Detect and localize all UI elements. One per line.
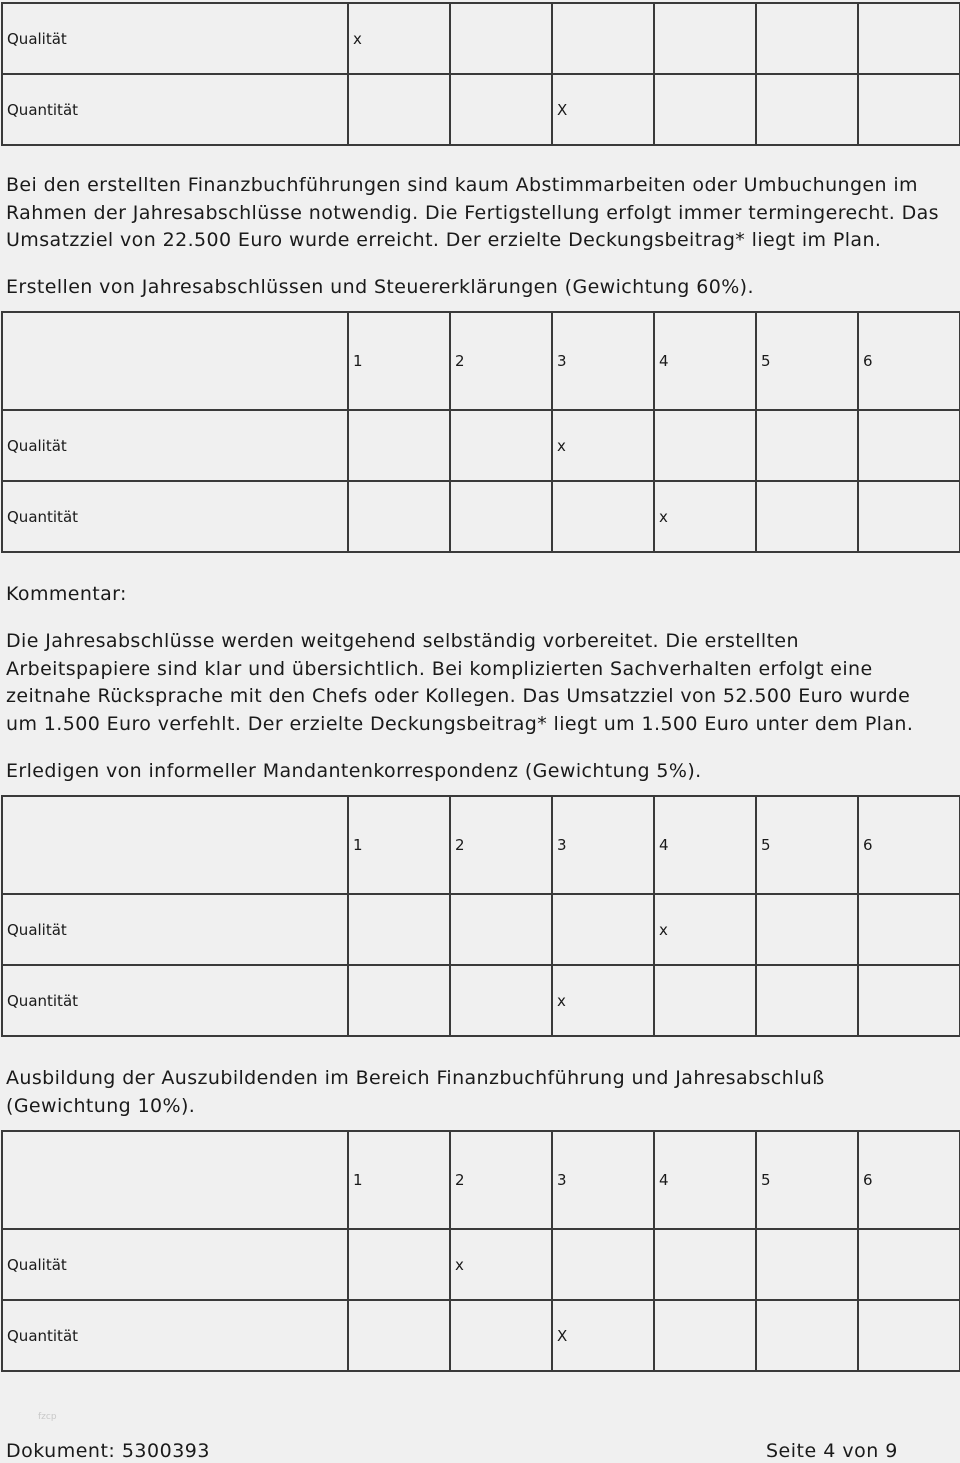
rating-table-3 <box>1 1130 960 1372</box>
page-number: Seite 4 von 9 <box>766 1440 898 1462</box>
grade-header: 5 <box>756 312 858 410</box>
rating-cell <box>348 74 450 145</box>
rating-cell <box>858 1229 960 1300</box>
rating-cell <box>348 965 450 1036</box>
grade-header: 3 <box>552 312 654 410</box>
grade-header: 6 <box>858 312 960 410</box>
paragraph-line: Umsatzziel von 22.500 Euro wurde erreicht. Der erzielte Deckungsbeitrag* liegt im Plan. <box>6 229 882 251</box>
rating-cell <box>552 3 654 74</box>
rating-cell <box>858 894 960 965</box>
rating-cell <box>858 74 960 145</box>
rating-cell <box>450 74 552 145</box>
rating-cell <box>654 1300 756 1371</box>
task-heading <box>6 1065 951 1120</box>
rating-cell <box>348 410 450 481</box>
grade-header: 3 <box>552 1131 654 1229</box>
rating-cell <box>756 481 858 552</box>
rating-cell: x <box>552 965 654 1036</box>
grade-header: 4 <box>654 312 756 410</box>
grade-header: 5 <box>756 796 858 894</box>
row-label: Quantität <box>2 481 348 552</box>
rating-cell <box>450 1300 552 1371</box>
paragraph-line: zeitnahe Rücksprache mit den Chefs oder Kollegen. Das Umsatzziel von 52.500 Euro wurde <box>6 685 911 707</box>
rating-cell <box>858 3 960 74</box>
grade-header: 6 <box>858 1131 960 1229</box>
task-heading: Erledigen von informeller Mandantenkorrespondenz (Gewichtung 5%). <box>6 760 702 782</box>
rating-table-0 <box>1 2 960 146</box>
grade-header: 4 <box>654 796 756 894</box>
faint-stamp: fzcp <box>38 1412 57 1422</box>
rating-cell <box>756 410 858 481</box>
table-row <box>2 3 960 74</box>
table-row <box>2 965 960 1036</box>
row-label: Qualität <box>2 410 348 481</box>
table-header-row <box>2 312 960 410</box>
rating-cell: x <box>654 481 756 552</box>
row-label: Quantität <box>2 965 348 1036</box>
paragraph-line: Arbeitspapiere sind klar und übersichtlich. Bei komplizierten Sachverhalten erfolgt eine <box>6 657 873 680</box>
rating-cell <box>756 894 858 965</box>
rating-cell <box>450 3 552 74</box>
table-row <box>2 481 960 552</box>
rating-cell <box>450 410 552 481</box>
row-label: Qualität <box>2 894 348 965</box>
rating-cell: x <box>348 3 450 74</box>
grade-header: 2 <box>450 312 552 410</box>
rating-cell <box>450 481 552 552</box>
rating-cell <box>654 3 756 74</box>
rating-cell <box>756 965 858 1036</box>
grade-header: 6 <box>858 796 960 894</box>
row-label: Qualität <box>2 3 348 74</box>
grade-header: 2 <box>450 796 552 894</box>
grade-header: 1 <box>348 1131 450 1229</box>
rating-cell <box>858 410 960 481</box>
rating-cell <box>756 3 858 74</box>
header-blank <box>2 796 348 894</box>
table-row <box>2 1229 960 1300</box>
header-blank <box>2 312 348 410</box>
rating-cell <box>756 1229 858 1300</box>
grade-header: 2 <box>450 1131 552 1229</box>
rating-cell <box>348 481 450 552</box>
rating-cell <box>348 1300 450 1371</box>
grade-header: 3 <box>552 796 654 894</box>
rating-cell <box>756 74 858 145</box>
row-label: Qualität <box>2 1229 348 1300</box>
row-label: Quantität <box>2 74 348 145</box>
rating-cell: X <box>552 1300 654 1371</box>
rating-cell <box>654 74 756 145</box>
rating-cell <box>552 481 654 552</box>
rating-cell <box>654 965 756 1036</box>
header-blank <box>2 1131 348 1229</box>
rating-cell <box>552 894 654 965</box>
rating-cell <box>756 1300 858 1371</box>
rating-cell <box>552 1229 654 1300</box>
assessment-paragraph <box>6 172 951 255</box>
table-header-row <box>2 1131 960 1229</box>
rating-cell: x <box>654 894 756 965</box>
rating-table-1 <box>1 311 960 553</box>
rating-table-2 <box>1 795 960 1037</box>
paragraph-line: Rahmen der Jahresabschlüsse notwendig. Die Fertigstellung erfolgt immer termingerecht. Das <box>6 201 939 224</box>
comment-label: Kommentar: <box>6 583 127 605</box>
paragraph-line: um 1.500 Euro verfehlt. Der erzielte Deckungsbeitrag* liegt um 1.500 Euro unter dem Plan. <box>6 712 914 735</box>
rating-cell: X <box>552 74 654 145</box>
rating-cell <box>348 894 450 965</box>
grade-header: 1 <box>348 796 450 894</box>
paragraph-line: Die Jahresabschlüsse werden weitgehend selbständig vorbereitet. Die erstellten <box>6 630 799 652</box>
document-number: Dokument: 5300393 <box>6 1440 210 1462</box>
rating-cell <box>348 1229 450 1300</box>
rating-cell <box>450 965 552 1036</box>
rating-cell: x <box>552 410 654 481</box>
heading-line: (Gewichtung 10%). <box>6 1094 196 1117</box>
table-row <box>2 410 960 481</box>
rating-cell <box>654 1229 756 1300</box>
grade-header: 4 <box>654 1131 756 1229</box>
rating-cell <box>450 894 552 965</box>
rating-cell <box>858 481 960 552</box>
row-label: Quantität <box>2 1300 348 1371</box>
paragraph-line: Bei den erstellten Finanzbuchführungen sind kaum Abstimmarbeiten oder Umbuchungen im <box>6 174 918 196</box>
task-heading: Erstellen von Jahresabschlüssen und Steuererklärungen (Gewichtung 60%). <box>6 276 754 298</box>
rating-cell <box>858 965 960 1036</box>
comment-paragraph <box>6 628 951 738</box>
grade-header: 1 <box>348 312 450 410</box>
rating-cell <box>654 410 756 481</box>
rating-cell <box>858 1300 960 1371</box>
grade-header: 5 <box>756 1131 858 1229</box>
heading-line: Ausbildung der Auszubildenden im Bereich Finanzbuchführung und Jahresabschluß <box>6 1067 825 1089</box>
table-row <box>2 1300 960 1371</box>
table-row <box>2 74 960 145</box>
table-row <box>2 894 960 965</box>
table-header-row <box>2 796 960 894</box>
rating-cell: x <box>450 1229 552 1300</box>
